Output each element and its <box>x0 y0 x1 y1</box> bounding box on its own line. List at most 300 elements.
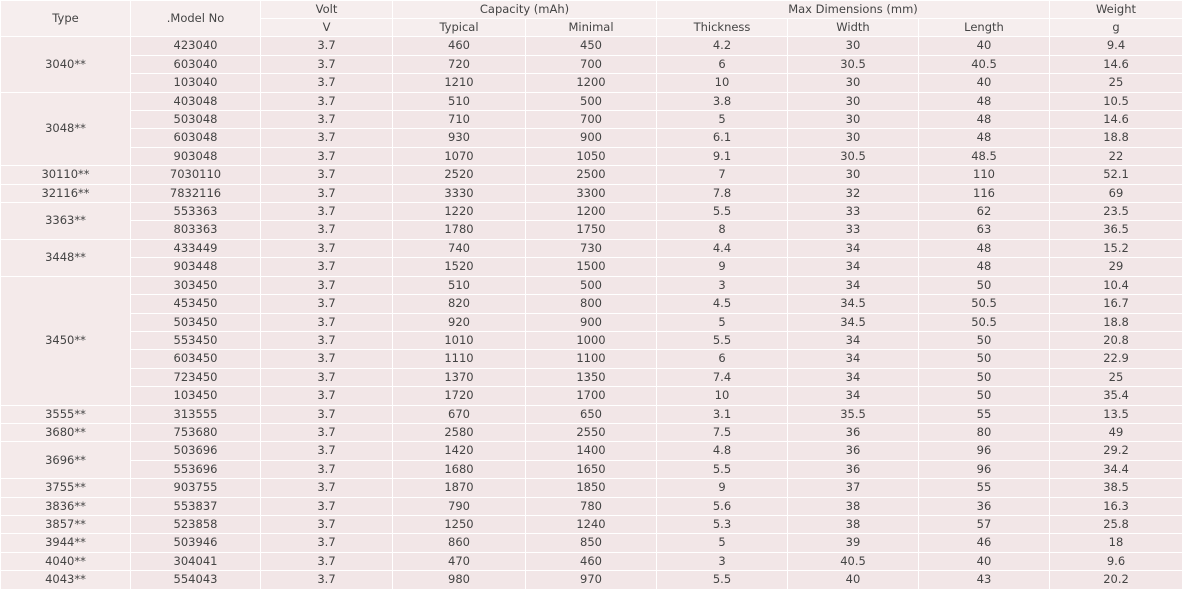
width-cell: 30.5 <box>788 147 919 165</box>
table-row <box>1 442 1182 460</box>
length-cell: 40 <box>919 552 1050 570</box>
table-row <box>1 92 1182 110</box>
table-row <box>1 147 1182 165</box>
width-cell: 35.5 <box>788 405 919 423</box>
thickness-cell: 6 <box>657 350 788 368</box>
type-cell: 3040** <box>1 37 131 92</box>
thickness-cell: 5.6 <box>657 497 788 515</box>
typical-cell: 1220 <box>393 203 526 221</box>
volt-cell: 3.7 <box>261 129 393 147</box>
table-row <box>1 129 1182 147</box>
model-cell: 553450 <box>131 331 261 349</box>
volt-cell: 3.7 <box>261 387 393 405</box>
width-cell: 38 <box>788 497 919 515</box>
thickness-cell: 5.5 <box>657 331 788 349</box>
length-cell: 50 <box>919 331 1050 349</box>
model-cell: 303450 <box>131 276 261 294</box>
model-cell: 313555 <box>131 405 261 423</box>
weight-cell: 23.5 <box>1050 203 1182 221</box>
weight-cell: 20.8 <box>1050 331 1182 349</box>
thickness-cell: 5.5 <box>657 203 788 221</box>
model-cell: 523858 <box>131 515 261 533</box>
width-cell: 34.5 <box>788 313 919 331</box>
weight-cell: 69 <box>1050 184 1182 202</box>
model-cell: 903048 <box>131 147 261 165</box>
length-cell: 63 <box>919 221 1050 239</box>
typical-cell: 2580 <box>393 423 526 441</box>
minimal-cell: 970 <box>526 571 657 589</box>
header-model: .Model No <box>131 1 261 37</box>
minimal-cell: 1400 <box>526 442 657 460</box>
minimal-cell: 730 <box>526 239 657 257</box>
length-cell: 50.5 <box>919 313 1050 331</box>
header-capacity: Capacity (mAh) <box>393 1 657 19</box>
typical-cell: 1780 <box>393 221 526 239</box>
thickness-cell: 6.1 <box>657 129 788 147</box>
width-cell: 34 <box>788 331 919 349</box>
type-cell: 4040** <box>1 552 131 570</box>
width-cell: 34 <box>788 368 919 386</box>
typical-cell: 470 <box>393 552 526 570</box>
header-width: Width <box>788 19 919 37</box>
thickness-cell: 4.8 <box>657 442 788 460</box>
thickness-cell: 4.2 <box>657 37 788 55</box>
volt-cell: 3.7 <box>261 239 393 257</box>
table-row <box>1 37 1182 55</box>
volt-cell: 3.7 <box>261 258 393 276</box>
table-row <box>1 221 1182 239</box>
length-cell: 48.5 <box>919 147 1050 165</box>
weight-cell: 34.4 <box>1050 460 1182 478</box>
thickness-cell: 7.8 <box>657 184 788 202</box>
minimal-cell: 2550 <box>526 423 657 441</box>
model-cell: 103040 <box>131 74 261 92</box>
typical-cell: 1520 <box>393 258 526 276</box>
weight-cell: 10.4 <box>1050 276 1182 294</box>
model-cell: 503450 <box>131 313 261 331</box>
model-cell: 423040 <box>131 37 261 55</box>
table-row <box>1 497 1182 515</box>
volt-cell: 3.7 <box>261 534 393 552</box>
typical-cell: 1720 <box>393 387 526 405</box>
length-cell: 48 <box>919 258 1050 276</box>
table-header <box>1 1 1182 37</box>
length-cell: 116 <box>919 184 1050 202</box>
model-cell: 7832116 <box>131 184 261 202</box>
length-cell: 57 <box>919 515 1050 533</box>
weight-cell: 29.2 <box>1050 442 1182 460</box>
typical-cell: 1210 <box>393 74 526 92</box>
length-cell: 80 <box>919 423 1050 441</box>
weight-cell: 14.6 <box>1050 111 1182 129</box>
model-cell: 553837 <box>131 497 261 515</box>
minimal-cell: 1650 <box>526 460 657 478</box>
weight-cell: 18 <box>1050 534 1182 552</box>
header-type: Type <box>1 1 131 37</box>
length-cell: 40 <box>919 74 1050 92</box>
weight-cell: 22.9 <box>1050 350 1182 368</box>
weight-cell: 36.5 <box>1050 221 1182 239</box>
type-cell: 3448** <box>1 239 131 276</box>
typical-cell: 1250 <box>393 515 526 533</box>
model-cell: 603040 <box>131 55 261 73</box>
minimal-cell: 450 <box>526 37 657 55</box>
minimal-cell: 1000 <box>526 331 657 349</box>
weight-cell: 18.8 <box>1050 313 1182 331</box>
minimal-cell: 850 <box>526 534 657 552</box>
volt-cell: 3.7 <box>261 74 393 92</box>
length-cell: 50 <box>919 387 1050 405</box>
typical-cell: 1870 <box>393 479 526 497</box>
weight-cell: 9.6 <box>1050 552 1182 570</box>
weight-cell: 25 <box>1050 74 1182 92</box>
table-row <box>1 515 1182 533</box>
table-row <box>1 295 1182 313</box>
table-row <box>1 552 1182 570</box>
volt-cell: 3.7 <box>261 92 393 110</box>
length-cell: 36 <box>919 497 1050 515</box>
table-row <box>1 184 1182 202</box>
type-cell: 3696** <box>1 442 131 479</box>
length-cell: 62 <box>919 203 1050 221</box>
thickness-cell: 5.5 <box>657 571 788 589</box>
length-cell: 50 <box>919 350 1050 368</box>
table-row <box>1 111 1182 129</box>
model-cell: 603450 <box>131 350 261 368</box>
weight-cell: 16.3 <box>1050 497 1182 515</box>
model-cell: 723450 <box>131 368 261 386</box>
length-cell: 96 <box>919 460 1050 478</box>
model-cell: 603048 <box>131 129 261 147</box>
volt-cell: 3.7 <box>261 331 393 349</box>
width-cell: 30 <box>788 92 919 110</box>
thickness-cell: 3.1 <box>657 405 788 423</box>
weight-cell: 29 <box>1050 258 1182 276</box>
table-row <box>1 423 1182 441</box>
type-cell: 3857** <box>1 515 131 533</box>
volt-cell: 3.7 <box>261 442 393 460</box>
width-cell: 34 <box>788 276 919 294</box>
minimal-cell: 650 <box>526 405 657 423</box>
minimal-cell: 1750 <box>526 221 657 239</box>
minimal-cell: 1200 <box>526 203 657 221</box>
length-cell: 50 <box>919 368 1050 386</box>
typical-cell: 1110 <box>393 350 526 368</box>
width-cell: 30 <box>788 37 919 55</box>
table-row <box>1 331 1182 349</box>
table-row <box>1 74 1182 92</box>
typical-cell: 790 <box>393 497 526 515</box>
thickness-cell: 9 <box>657 479 788 497</box>
model-cell: 753680 <box>131 423 261 441</box>
thickness-cell: 8 <box>657 221 788 239</box>
volt-cell: 3.7 <box>261 184 393 202</box>
type-cell: 3755** <box>1 479 131 497</box>
thickness-cell: 5.3 <box>657 515 788 533</box>
weight-cell: 20.2 <box>1050 571 1182 589</box>
typical-cell: 510 <box>393 276 526 294</box>
volt-cell: 3.7 <box>261 276 393 294</box>
width-cell: 34.5 <box>788 295 919 313</box>
volt-cell: 3.7 <box>261 55 393 73</box>
model-cell: 103450 <box>131 387 261 405</box>
weight-cell: 14.6 <box>1050 55 1182 73</box>
table-row <box>1 166 1182 184</box>
minimal-cell: 780 <box>526 497 657 515</box>
weight-cell: 22 <box>1050 147 1182 165</box>
thickness-cell: 5 <box>657 534 788 552</box>
volt-cell: 3.7 <box>261 37 393 55</box>
width-cell: 30 <box>788 74 919 92</box>
header-weight-unit: g <box>1050 19 1182 37</box>
header-volt: Volt <box>261 1 393 19</box>
minimal-cell: 1100 <box>526 350 657 368</box>
header-thickness: Thickness <box>657 19 788 37</box>
minimal-cell: 1050 <box>526 147 657 165</box>
length-cell: 50.5 <box>919 295 1050 313</box>
typical-cell: 920 <box>393 313 526 331</box>
table-row <box>1 258 1182 276</box>
typical-cell: 820 <box>393 295 526 313</box>
typical-cell: 860 <box>393 534 526 552</box>
thickness-cell: 10 <box>657 387 788 405</box>
volt-cell: 3.7 <box>261 111 393 129</box>
volt-cell: 3.7 <box>261 515 393 533</box>
length-cell: 110 <box>919 166 1050 184</box>
type-cell: 3680** <box>1 423 131 441</box>
header-typical: Typical <box>393 19 526 37</box>
weight-cell: 49 <box>1050 423 1182 441</box>
type-cell: 30110** <box>1 166 131 184</box>
table-row <box>1 534 1182 552</box>
type-cell: 32116** <box>1 184 131 202</box>
type-cell: 4043** <box>1 571 131 589</box>
table-row <box>1 350 1182 368</box>
length-cell: 96 <box>919 442 1050 460</box>
minimal-cell: 1500 <box>526 258 657 276</box>
type-cell: 3944** <box>1 534 131 552</box>
model-cell: 903755 <box>131 479 261 497</box>
thickness-cell: 3.8 <box>657 92 788 110</box>
weight-cell: 52.1 <box>1050 166 1182 184</box>
model-cell: 803363 <box>131 221 261 239</box>
table-row <box>1 368 1182 386</box>
width-cell: 36 <box>788 442 919 460</box>
model-cell: 453450 <box>131 295 261 313</box>
minimal-cell: 460 <box>526 552 657 570</box>
minimal-cell: 1350 <box>526 368 657 386</box>
table-row <box>1 571 1182 589</box>
weight-cell: 10.5 <box>1050 92 1182 110</box>
header-minimal: Minimal <box>526 19 657 37</box>
width-cell: 37 <box>788 479 919 497</box>
table-row <box>1 313 1182 331</box>
typical-cell: 1680 <box>393 460 526 478</box>
thickness-cell: 4.5 <box>657 295 788 313</box>
minimal-cell: 3300 <box>526 184 657 202</box>
width-cell: 36 <box>788 423 919 441</box>
model-cell: 903448 <box>131 258 261 276</box>
minimal-cell: 700 <box>526 55 657 73</box>
table-row <box>1 387 1182 405</box>
weight-cell: 15.2 <box>1050 239 1182 257</box>
header-row-top <box>1 1 1182 19</box>
length-cell: 55 <box>919 479 1050 497</box>
width-cell: 38 <box>788 515 919 533</box>
typical-cell: 740 <box>393 239 526 257</box>
thickness-cell: 7.4 <box>657 368 788 386</box>
type-cell: 3363** <box>1 203 131 240</box>
type-cell: 3836** <box>1 497 131 515</box>
volt-cell: 3.7 <box>261 313 393 331</box>
table-row <box>1 479 1182 497</box>
model-cell: 553696 <box>131 460 261 478</box>
volt-cell: 3.7 <box>261 147 393 165</box>
width-cell: 30 <box>788 166 919 184</box>
model-cell: 503696 <box>131 442 261 460</box>
table-row <box>1 239 1182 257</box>
header-volt-unit: V <box>261 19 393 37</box>
header-length: Length <box>919 19 1050 37</box>
width-cell: 39 <box>788 534 919 552</box>
model-cell: 503048 <box>131 111 261 129</box>
width-cell: 33 <box>788 203 919 221</box>
model-cell: 7030110 <box>131 166 261 184</box>
weight-cell: 9.4 <box>1050 37 1182 55</box>
table-row <box>1 460 1182 478</box>
volt-cell: 3.7 <box>261 166 393 184</box>
model-cell: 503946 <box>131 534 261 552</box>
minimal-cell: 1240 <box>526 515 657 533</box>
length-cell: 43 <box>919 571 1050 589</box>
thickness-cell: 7.5 <box>657 423 788 441</box>
volt-cell: 3.7 <box>261 479 393 497</box>
length-cell: 48 <box>919 92 1050 110</box>
volt-cell: 3.7 <box>261 203 393 221</box>
thickness-cell: 7 <box>657 166 788 184</box>
width-cell: 34 <box>788 258 919 276</box>
typical-cell: 710 <box>393 111 526 129</box>
typical-cell: 1010 <box>393 331 526 349</box>
length-cell: 40.5 <box>919 55 1050 73</box>
model-cell: 554043 <box>131 571 261 589</box>
typical-cell: 720 <box>393 55 526 73</box>
width-cell: 40 <box>788 571 919 589</box>
typical-cell: 1370 <box>393 368 526 386</box>
header-dimensions: Max Dimensions (mm) <box>657 1 1050 19</box>
typical-cell: 460 <box>393 37 526 55</box>
table-body <box>1 37 1182 589</box>
thickness-cell: 5.5 <box>657 460 788 478</box>
thickness-cell: 3 <box>657 276 788 294</box>
width-cell: 36 <box>788 460 919 478</box>
header-weight: Weight <box>1050 1 1182 19</box>
typical-cell: 2520 <box>393 166 526 184</box>
weight-cell: 35.4 <box>1050 387 1182 405</box>
volt-cell: 3.7 <box>261 552 393 570</box>
weight-cell: 38.5 <box>1050 479 1182 497</box>
type-cell: 3048** <box>1 92 131 166</box>
typical-cell: 930 <box>393 129 526 147</box>
weight-cell: 13.5 <box>1050 405 1182 423</box>
length-cell: 46 <box>919 534 1050 552</box>
width-cell: 34 <box>788 239 919 257</box>
type-cell: 3450** <box>1 276 131 405</box>
type-cell: 3555** <box>1 405 131 423</box>
length-cell: 40 <box>919 37 1050 55</box>
table-row <box>1 55 1182 73</box>
typical-cell: 510 <box>393 92 526 110</box>
model-cell: 403048 <box>131 92 261 110</box>
minimal-cell: 500 <box>526 276 657 294</box>
model-cell: 433449 <box>131 239 261 257</box>
length-cell: 48 <box>919 129 1050 147</box>
typical-cell: 1070 <box>393 147 526 165</box>
volt-cell: 3.7 <box>261 295 393 313</box>
thickness-cell: 6 <box>657 55 788 73</box>
thickness-cell: 3 <box>657 552 788 570</box>
weight-cell: 16.7 <box>1050 295 1182 313</box>
weight-cell: 25.8 <box>1050 515 1182 533</box>
minimal-cell: 1850 <box>526 479 657 497</box>
table-row <box>1 203 1182 221</box>
minimal-cell: 1700 <box>526 387 657 405</box>
volt-cell: 3.7 <box>261 460 393 478</box>
minimal-cell: 800 <box>526 295 657 313</box>
length-cell: 48 <box>919 239 1050 257</box>
minimal-cell: 900 <box>526 313 657 331</box>
typical-cell: 980 <box>393 571 526 589</box>
typical-cell: 1420 <box>393 442 526 460</box>
typical-cell: 3330 <box>393 184 526 202</box>
width-cell: 30.5 <box>788 55 919 73</box>
thickness-cell: 9 <box>657 258 788 276</box>
typical-cell: 670 <box>393 405 526 423</box>
minimal-cell: 700 <box>526 111 657 129</box>
length-cell: 55 <box>919 405 1050 423</box>
minimal-cell: 500 <box>526 92 657 110</box>
thickness-cell: 10 <box>657 74 788 92</box>
thickness-cell: 4.4 <box>657 239 788 257</box>
volt-cell: 3.7 <box>261 368 393 386</box>
thickness-cell: 5 <box>657 111 788 129</box>
width-cell: 30 <box>788 129 919 147</box>
width-cell: 34 <box>788 387 919 405</box>
table-row <box>1 276 1182 294</box>
volt-cell: 3.7 <box>261 571 393 589</box>
weight-cell: 25 <box>1050 368 1182 386</box>
length-cell: 48 <box>919 111 1050 129</box>
width-cell: 30 <box>788 111 919 129</box>
volt-cell: 3.7 <box>261 405 393 423</box>
volt-cell: 3.7 <box>261 497 393 515</box>
model-cell: 553363 <box>131 203 261 221</box>
minimal-cell: 900 <box>526 129 657 147</box>
width-cell: 33 <box>788 221 919 239</box>
volt-cell: 3.7 <box>261 350 393 368</box>
width-cell: 32 <box>788 184 919 202</box>
length-cell: 50 <box>919 276 1050 294</box>
width-cell: 34 <box>788 350 919 368</box>
width-cell: 40.5 <box>788 552 919 570</box>
table-row <box>1 405 1182 423</box>
volt-cell: 3.7 <box>261 221 393 239</box>
volt-cell: 3.7 <box>261 423 393 441</box>
minimal-cell: 2500 <box>526 166 657 184</box>
thickness-cell: 5 <box>657 313 788 331</box>
weight-cell: 18.8 <box>1050 129 1182 147</box>
model-cell: 304041 <box>131 552 261 570</box>
